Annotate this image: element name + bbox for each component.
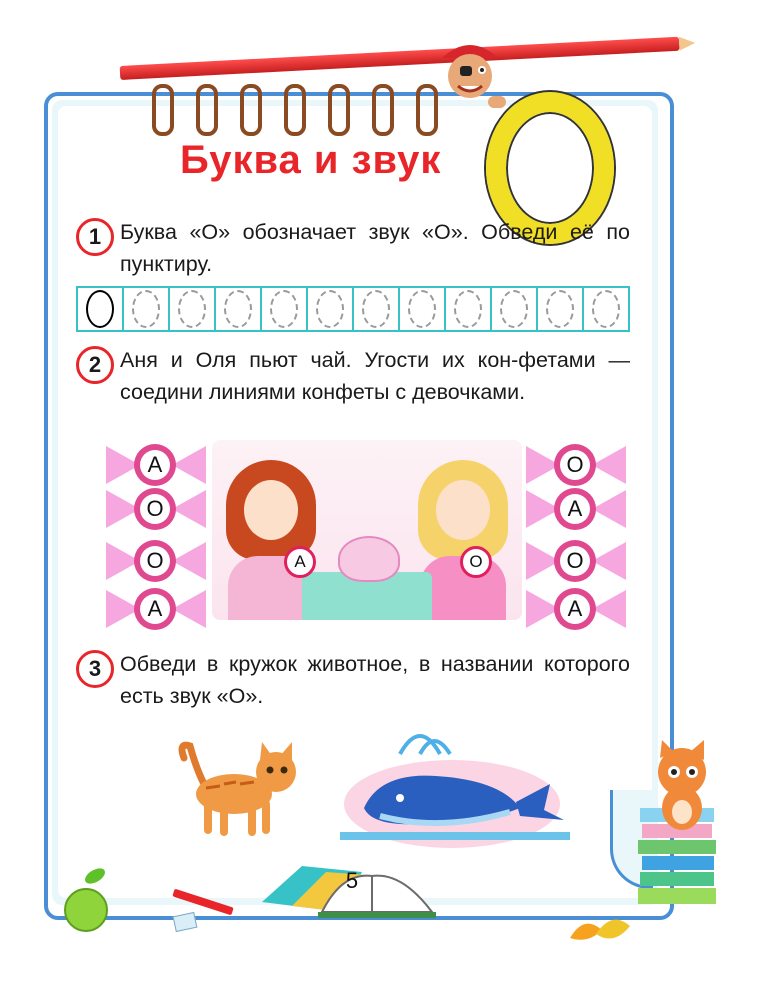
trace-cell[interactable] [170, 288, 216, 330]
candy-left-2[interactable] [106, 486, 206, 532]
trace-cell [78, 288, 124, 330]
candy-left-4[interactable] [106, 586, 206, 632]
candy-letter: А [560, 494, 590, 524]
trace-cell[interactable] [538, 288, 584, 330]
candy-letter: А [560, 594, 590, 624]
trace-cell[interactable] [400, 288, 446, 330]
spiral-ring-icon [240, 84, 262, 136]
candy-wrapper-icon [172, 542, 206, 580]
candy-right-3[interactable] [526, 538, 626, 584]
trace-cell[interactable] [308, 288, 354, 330]
letter-o-dashed-icon [454, 290, 482, 328]
spiral-ring-icon [152, 84, 174, 136]
candy-left-1[interactable] [106, 442, 206, 488]
pencil-icon [120, 37, 680, 80]
leaves-icon [566, 908, 634, 948]
candy-letter: О [560, 546, 590, 576]
cat-icon[interactable] [176, 738, 306, 840]
candy-wrapper-icon [592, 490, 626, 528]
candy-letter: А [140, 594, 170, 624]
letter-o-dashed-icon [316, 290, 344, 328]
candy-wrapper-icon [592, 590, 626, 628]
letter-o-dashed-icon [224, 290, 252, 328]
page-title: Буква и звук [180, 138, 442, 182]
tracing-row [76, 286, 630, 332]
candy-wrapper-icon [592, 446, 626, 484]
letter-badge-anya: А [284, 546, 316, 578]
trace-cell[interactable] [446, 288, 492, 330]
face-icon [436, 480, 490, 540]
candy-letter: А [140, 450, 170, 480]
letter-o-dashed-icon [592, 290, 620, 328]
task-number: 2 [76, 346, 114, 384]
candy-letter: О [140, 494, 170, 524]
letter-o-dashed-icon [270, 290, 298, 328]
whale-icon[interactable] [340, 724, 570, 848]
candy-wrapper-icon [592, 542, 626, 580]
trace-cell[interactable] [584, 288, 628, 330]
teapot-icon [338, 536, 400, 582]
candy-right-1[interactable] [526, 442, 626, 488]
kitten-icon [640, 740, 724, 836]
trace-cell[interactable] [216, 288, 262, 330]
letter-o-solid-icon [86, 290, 114, 328]
letter-o-dashed-icon [178, 290, 206, 328]
spiral-ring-icon [196, 84, 218, 136]
letter-o-dashed-icon [362, 290, 390, 328]
task-text: Буква «О» обозначает звук «О». Обведи её по пунктиру. [120, 220, 630, 276]
pirate-boy-icon [430, 36, 510, 122]
letter-o-dashed-icon [546, 290, 574, 328]
spiral-ring-icon [328, 84, 350, 136]
letter-o-dashed-icon [408, 290, 436, 328]
trace-cell[interactable] [354, 288, 400, 330]
candy-right-2[interactable] [526, 486, 626, 532]
trace-cell[interactable] [262, 288, 308, 330]
trace-cell[interactable] [492, 288, 538, 330]
face-icon [244, 480, 298, 540]
candy-letter: О [560, 450, 590, 480]
letter-o-dashed-icon [500, 290, 528, 328]
letter-badge-olya: О [460, 546, 492, 578]
candy-right-4[interactable] [526, 586, 626, 632]
letter-o-dashed-icon [132, 290, 160, 328]
task-number: 3 [76, 650, 114, 688]
apple-icon [64, 888, 108, 932]
tea-party-illustration [212, 440, 522, 620]
eraser-icon [173, 912, 198, 932]
spiral-ring-icon [284, 84, 306, 136]
task-text: Аня и Оля пьют чай. Угости их кон-фетами — соедини линиями конфеты с девочками. [120, 348, 630, 404]
candy-left-3[interactable] [106, 538, 206, 584]
spiral-ring-icon [372, 84, 394, 136]
candy-wrapper-icon [172, 590, 206, 628]
task-number: 1 [76, 218, 114, 256]
candy-wrapper-icon [172, 490, 206, 528]
candy-letter: О [140, 546, 170, 576]
trace-cell[interactable] [124, 288, 170, 330]
page-number: 5 [345, 868, 359, 893]
candy-wrapper-icon [172, 446, 206, 484]
task-text: Обведи в кружок животное, в названии которого есть звук «О». [120, 652, 630, 708]
